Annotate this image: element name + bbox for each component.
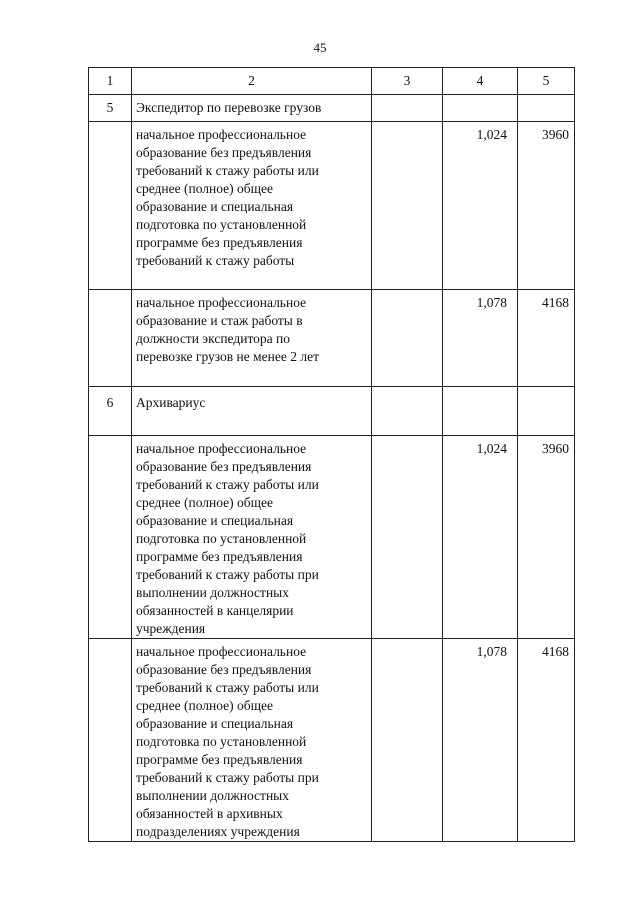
position-title: Экспедитор по перевозке грузов (132, 95, 372, 122)
cell-col-3 (372, 95, 443, 122)
cell-col-3 (372, 290, 443, 387)
requirement-text: начальное профессиональное образование и стаж работы в должности экспедитора по перевозке грузов не менее 2 лет (132, 290, 372, 387)
salary-cell (518, 95, 575, 122)
header-col-5: 5 (518, 68, 575, 95)
header-col-2: 2 (132, 68, 372, 95)
header-col-4: 4 (443, 68, 518, 95)
table-row (89, 122, 575, 290)
cell-col-3 (372, 436, 443, 639)
coefficient-cell (443, 387, 518, 436)
table-header-row (89, 68, 575, 95)
qualification-table (88, 67, 575, 842)
coefficient-cell (443, 95, 518, 122)
table-row (89, 387, 575, 436)
cell-col-3 (372, 639, 443, 842)
page-number: 45 (313, 40, 327, 55)
requirement-text: начальное профессиональное образование без предъявления требований к стажу работы или среднее (полное) общее образование и специальная подготовка по установленной программе без предъявления требований к стажу работы при выполнении должностных обязанностей в архивных подразделениях учреждения (132, 639, 372, 842)
table-row (89, 436, 575, 639)
row-number (89, 436, 132, 639)
position-title: Архивариус (132, 387, 372, 436)
salary-cell: 3960 (518, 122, 575, 290)
coefficient-cell: 1,078 (443, 290, 518, 387)
salary-cell: 4168 (518, 290, 575, 387)
salary-cell (518, 387, 575, 436)
header-col-3: 3 (372, 68, 443, 95)
header-col-1: 1 (89, 68, 132, 95)
cell-col-3 (372, 122, 443, 290)
requirement-text: начальное профессиональное образование без предъявления требований к стажу работы или среднее (полное) общее образование и специальная подготовка по установленной программе без предъявления требований к стажу работы при выполнении должностных обязанностей в канцелярии учреждения (132, 436, 372, 639)
coefficient-cell: 1,024 (443, 436, 518, 639)
table-row (89, 95, 575, 122)
row-number (89, 639, 132, 842)
table-row (89, 290, 575, 387)
requirement-text: начальное профессиональное образование без предъявления требований к стажу работы или среднее (полное) общее образование и специальная подготовка по установленной программе без предъявления требований к стажу работы (132, 122, 372, 290)
cell-col-3 (372, 387, 443, 436)
row-number (89, 122, 132, 290)
salary-cell: 3960 (518, 436, 575, 639)
table-row (89, 639, 575, 842)
salary-cell: 4168 (518, 639, 575, 842)
row-number: 5 (89, 95, 132, 122)
coefficient-cell: 1,024 (443, 122, 518, 290)
row-number: 6 (89, 387, 132, 436)
row-number (89, 290, 132, 387)
coefficient-cell: 1,078 (443, 639, 518, 842)
